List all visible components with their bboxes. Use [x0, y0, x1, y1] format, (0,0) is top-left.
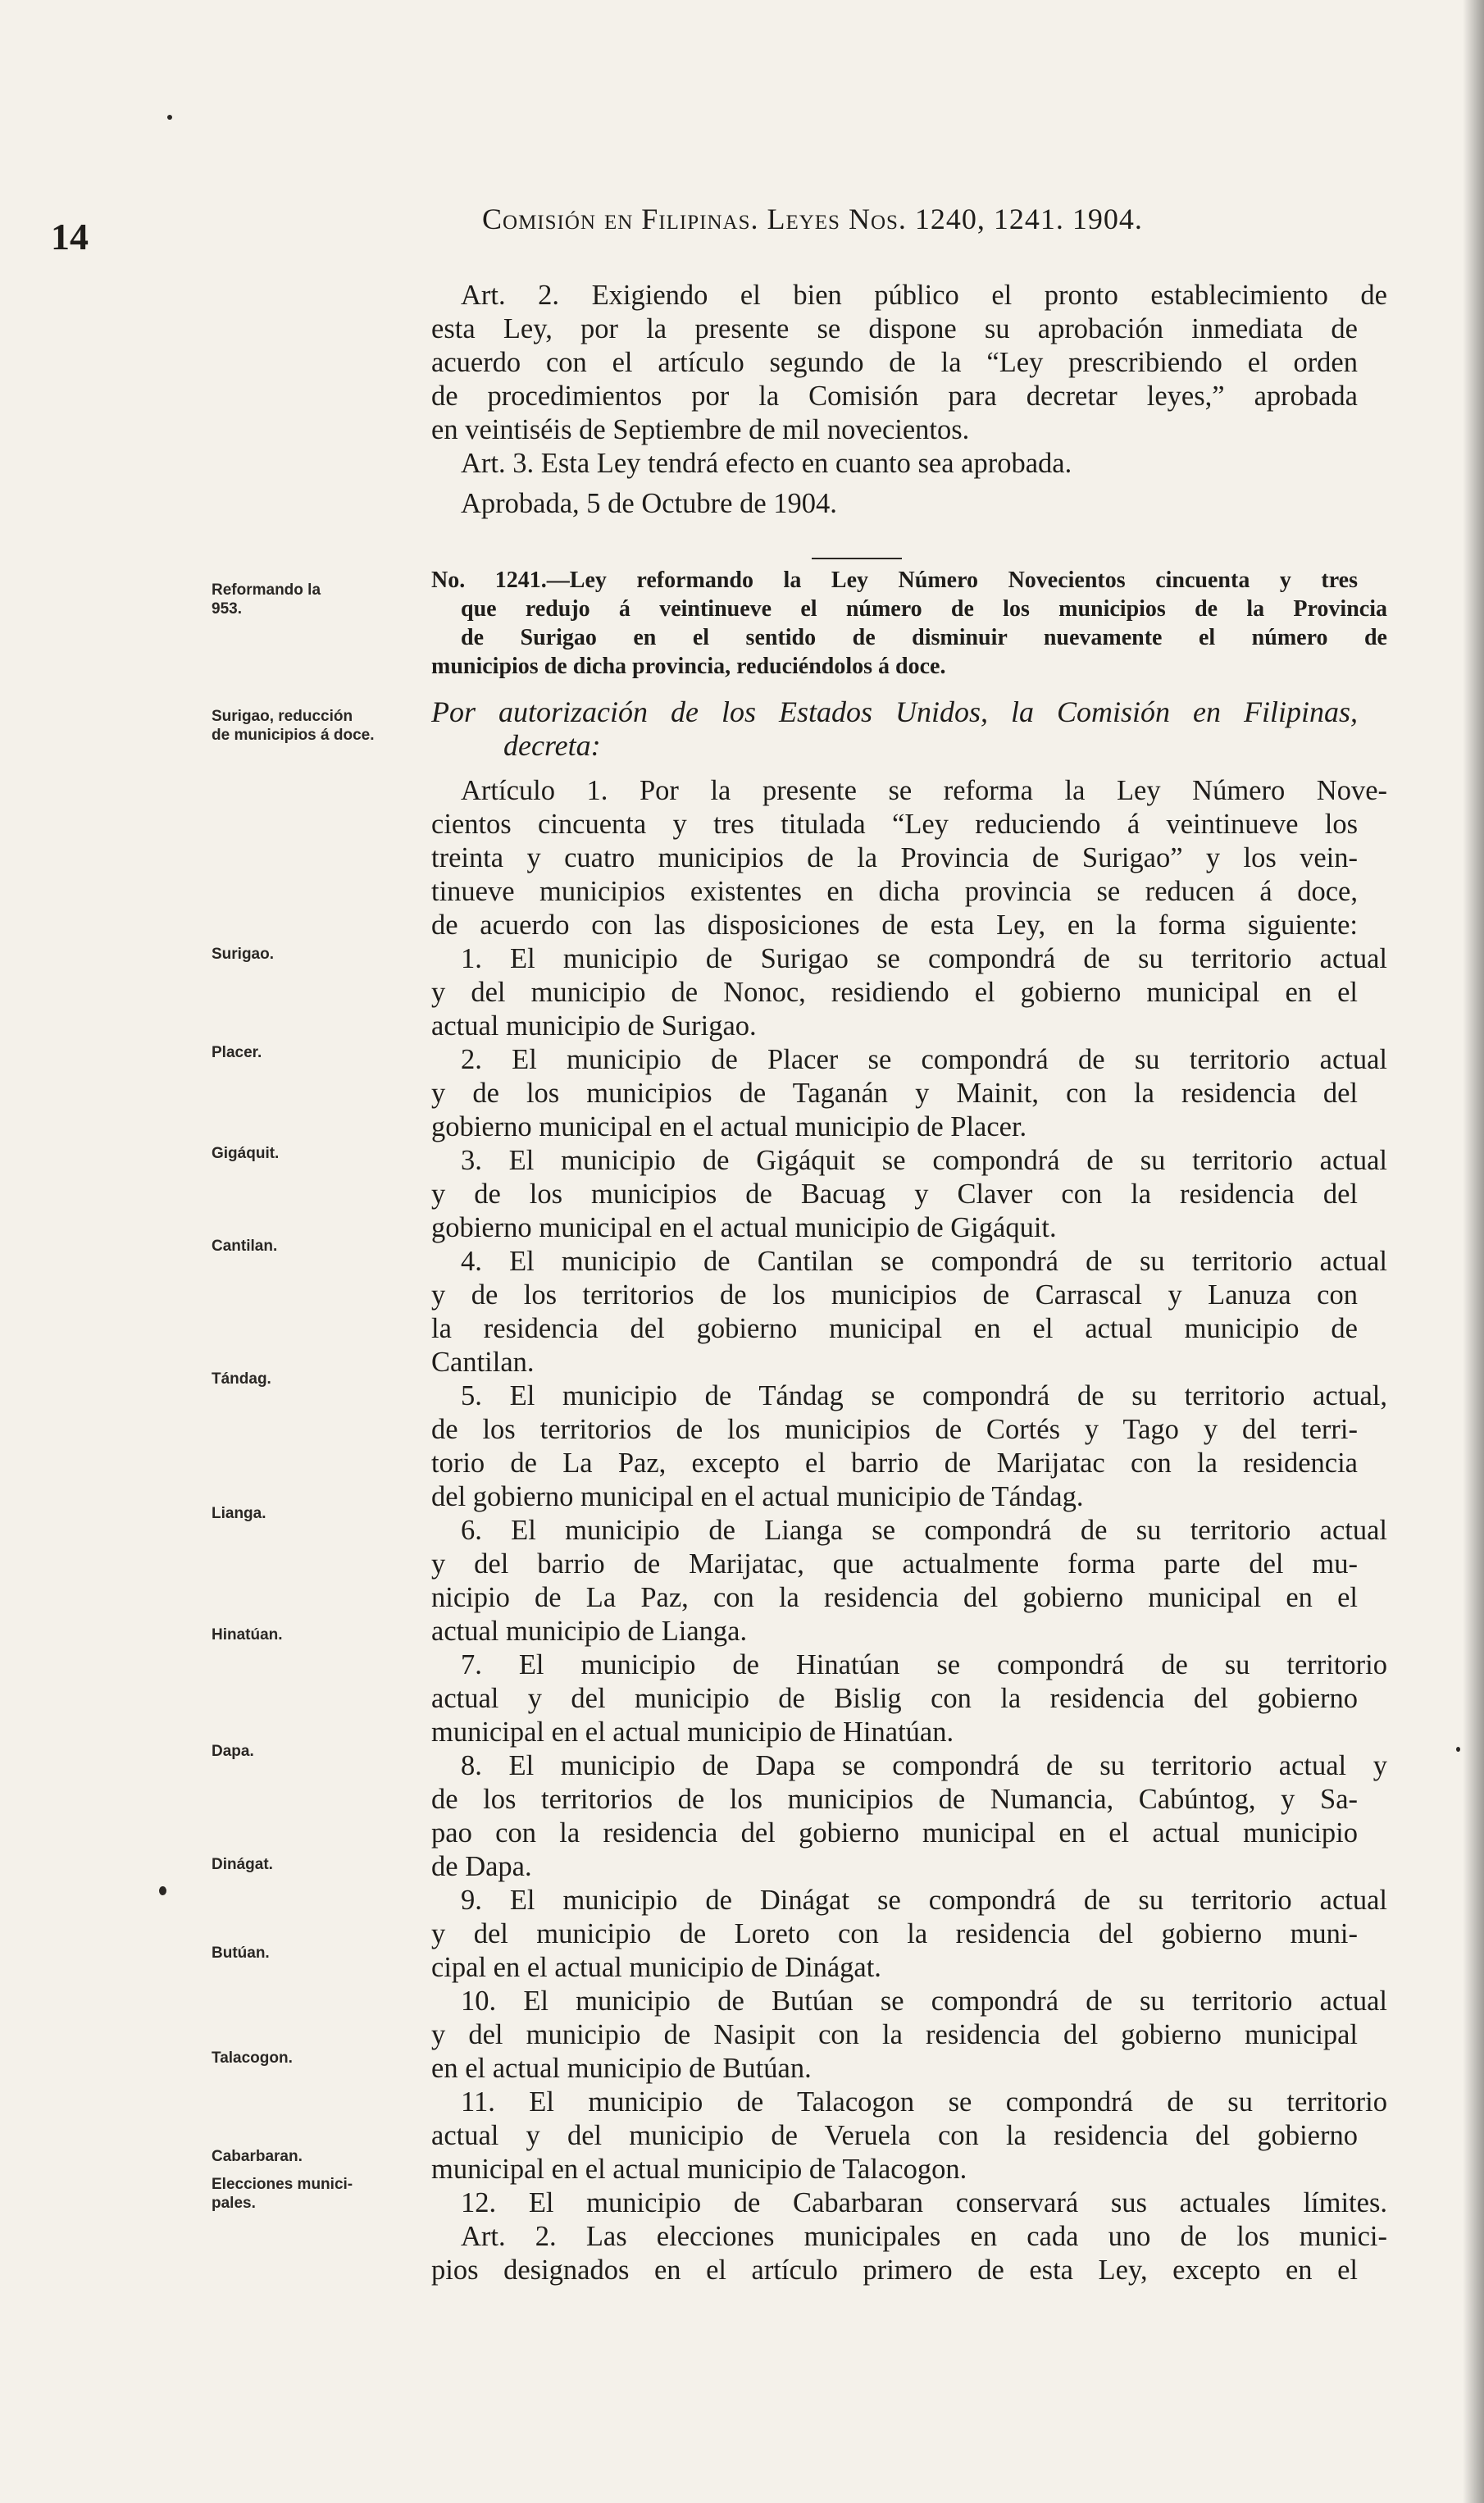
text-line: de procedimientos por la Comisión para decretar leyes,” aprobada [431, 381, 1358, 412]
margin-note-surigao: Surigao. [212, 946, 275, 963]
margin-note-cantilan: Cantilan. [212, 1238, 278, 1255]
text-line: pao con la residencia del gobierno municipal en el actual municipio [431, 1817, 1358, 1849]
text-line: pios designados en el artículo primero de esta Ley, excepto en el [431, 2255, 1358, 2286]
margin-note-line: Surigao, reducción [212, 708, 353, 725]
text-line: treinta y cuatro municipios de la Provincia de Surigao” y los vein- [431, 842, 1358, 873]
text-line: 2. El municipio de Placer se compondrá de su territorio actual [461, 1044, 1387, 1075]
text-line: 6. El municipio de Lianga se compondrá de su territorio actual [461, 1515, 1387, 1546]
text-line: cientos cincuenta y tres titulada “Ley reduciendo á veintinueve los [431, 809, 1358, 840]
text-line: de los territorios de los municipios de Cortés y Tago y del terri- [431, 1414, 1358, 1445]
text-line: gobierno municipal en el actual municipio de Placer. [431, 1111, 1027, 1142]
margin-note-lianga: Lianga. [212, 1505, 266, 1522]
margin-note-dapa: Dapa. [212, 1743, 254, 1760]
enacting-clause [431, 695, 1358, 763]
page-number: 14 [51, 216, 89, 258]
text-line: de acuerdo con las disposiciones de esta Ley, en la forma siguiente: [431, 910, 1358, 941]
text-line: actual municipio de Surigao. [431, 1010, 757, 1042]
text-line: nicipio de La Paz, con la residencia del gobierno municipal en el [431, 1582, 1358, 1613]
text-line: tinueve municipios existentes en dicha provincia se reducen á doce, [431, 876, 1358, 907]
margin-note-dinagat: Dinágat. [212, 1856, 273, 1873]
article-3: Art. 3. Esta Ley tendrá efecto en cuanto sea aprobada. [461, 448, 1072, 479]
text-line: actual y del municipio de Veruela con la residencia del gobierno [431, 2120, 1358, 2151]
margin-note-line: 953. [212, 600, 242, 618]
text-line: 3. El municipio de Gigáquit se compondrá de su territorio actual [461, 1145, 1387, 1176]
text-line: y de los territorios de los municipios de Carrascal y Lanuza con [431, 1279, 1358, 1311]
text-line: municipal en el actual municipio de Hinatúan. [431, 1717, 954, 1748]
text-line: Cantilan. [431, 1347, 535, 1378]
running-head: Comisión en Filipinas. Leyes Nos. 1240, 1241. 1904. [482, 203, 1143, 235]
text-line: 10. El municipio de Butúan se compondrá de su territorio actual [461, 1986, 1387, 2017]
text-line: actual municipio de Lianga. [431, 1616, 748, 1647]
text-line: y de los municipios de Taganán y Mainit, con la residencia del [431, 1078, 1358, 1109]
margin-note-surigao-reduccion [212, 707, 425, 745]
margin-note-elecciones [212, 2175, 425, 2213]
text-line: 9. El municipio de Dinágat se compondrá de su territorio actual [461, 1885, 1387, 1916]
text-line: 4. El municipio de Cantilan se compondrá de su territorio actual [461, 1246, 1387, 1277]
text-line: de Surigao en el sentido de disminuir nuevamente el número de [461, 625, 1387, 650]
margin-note-tandag: Tándag. [212, 1370, 271, 1388]
text-line: esta Ley, por la presente se dispone su aprobación inmediata de [431, 313, 1358, 344]
text-line: acuerdo con el artículo segundo de la “Ley prescribiendo el orden [431, 347, 1358, 378]
approval-date: Aprobada, 5 de Octubre de 1904. [461, 488, 837, 519]
article-2-previous-law [431, 279, 1387, 521]
text-line: municipios de dicha provincia, reduciéndolos á doce. [431, 654, 946, 679]
text-line: Artículo 1. Por la presente se reforma la Ley Número Nove- [461, 775, 1387, 806]
text-line: que redujo á veintinueve el número de los municipios de la Provincia [461, 596, 1387, 622]
ink-speck [1456, 1747, 1460, 1752]
margin-note-butuan: Butúan. [212, 1944, 270, 1962]
text-line: 11. El municipio de Talacogon se compondrá de su territorio [461, 2086, 1387, 2118]
text-line: y de los municipios de Bacuag y Claver con la residencia del [431, 1179, 1358, 1210]
ink-speck [159, 1886, 166, 1895]
margin-note-talacogon: Talacogon. [212, 2049, 293, 2067]
text-line: del gobierno municipal en el actual municipio de Tándag. [431, 1481, 1084, 1512]
margin-note-cabarbaran: Cabarbaran. [212, 2148, 303, 2165]
text-line: cipal en el actual municipio de Dinágat. [431, 1952, 881, 1983]
text-line: Art. 2. Las elecciones municipales en cada uno de los munici- [461, 2221, 1387, 2252]
margin-note-gigaquit: Gigáquit. [212, 1145, 280, 1162]
text-line: torio de La Paz, excepto el barrio de Marijatac con la residencia [431, 1448, 1358, 1479]
margin-note-line: Reformando la [212, 581, 321, 599]
margin-note-line: pales. [212, 2195, 256, 2212]
text-line: en veintiséis de Septiembre de mil novecientos. [431, 414, 970, 445]
text-line: No. 1241.—Ley reformando la Ley Número Novecientos cincuenta y tres [431, 568, 1358, 593]
text-line: y del municipio de Nasipit con la residencia del gobierno municipal [431, 2019, 1358, 2050]
text-line: actual y del municipio de Bislig con la residencia del gobierno [431, 1683, 1358, 1714]
text-line: de los territorios de los municipios de Numancia, Cabúntog, y Sa- [431, 1784, 1358, 1815]
text-line: 5. El municipio de Tándag se compondrá de su territorio actual, [461, 1380, 1387, 1411]
text-line: Por autorización de los Estados Unidos, la Comisión en Filipinas, [431, 695, 1358, 728]
text-line: decreta: [503, 729, 601, 762]
text-line: y del municipio de Nonoc, residiendo el gobierno municipal en el [431, 977, 1358, 1008]
text-line: y del barrio de Marijatac, que actualmente forma parte del mu- [431, 1548, 1358, 1580]
text-line: municipal en el actual municipio de Talacogon. [431, 2154, 967, 2185]
ink-speck [167, 115, 172, 120]
margin-note-line: Elecciones munici- [212, 2176, 353, 2193]
margin-note-line: de municipios á doce. [212, 727, 375, 744]
section-divider [812, 558, 902, 559]
text-line: 12. El municipio de Cabarbaran conservará sus actuales límites. [461, 2187, 1387, 2218]
text-line: Art. 2. Exigiendo el bien público el pronto establecimiento de [461, 280, 1387, 311]
page-edge-shadow [1463, 0, 1484, 2503]
text-line: 7. El municipio de Hinatúan se compondrá de su territorio [461, 1649, 1387, 1680]
margin-note-reformando [212, 581, 425, 618]
text-line: y del municipio de Loreto con la residencia del gobierno muni- [431, 1918, 1358, 1949]
law-1241-title [431, 566, 1387, 681]
margin-note-placer: Placer. [212, 1044, 262, 1061]
text-line: 1. El municipio de Surigao se compondrá de su territorio actual [461, 943, 1387, 974]
text-line: gobierno municipal en el actual municipio de Gigáquit. [431, 1212, 1057, 1243]
text-line: 8. El municipio de Dapa se compondrá de su territorio actual y [461, 1750, 1387, 1781]
text-line: de Dapa. [431, 1851, 532, 1882]
text-line: en el actual municipio de Butúan. [431, 2053, 812, 2084]
margin-note-hinatuan: Hinatúan. [212, 1626, 283, 1644]
text-line: la residencia del gobierno municipal en el actual municipio de [431, 1313, 1358, 1344]
law-1241-body [431, 774, 1387, 2287]
